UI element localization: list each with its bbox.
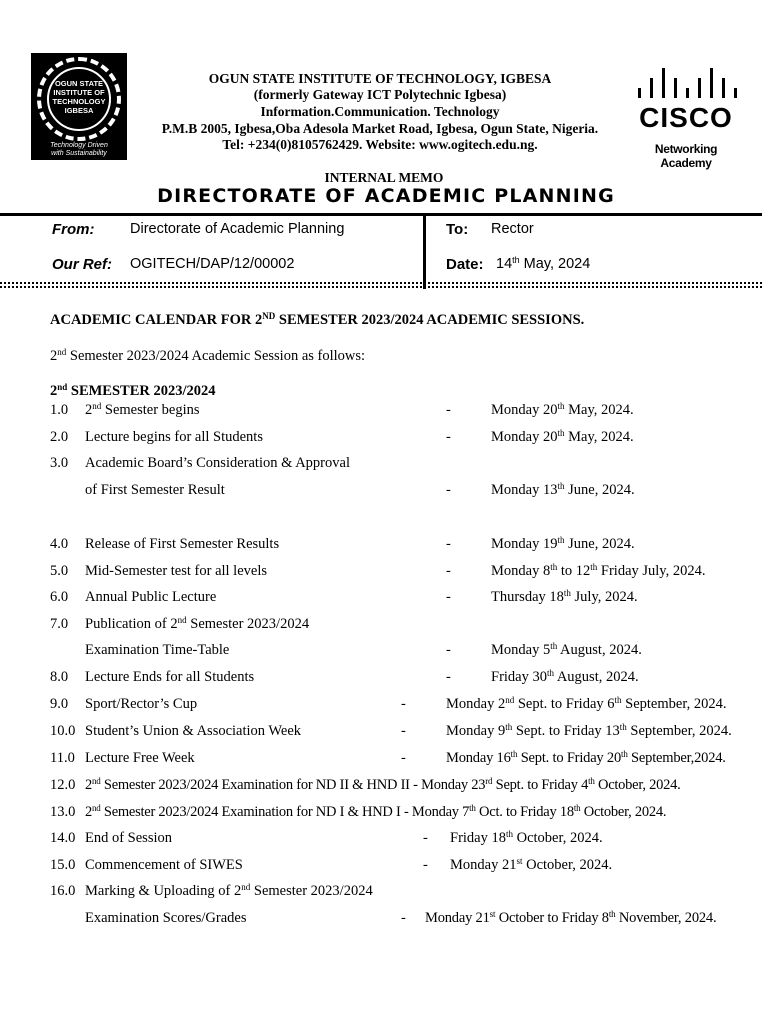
item-14-event: End of Session — [85, 830, 172, 846]
item-16-event: Marking & Uploading of 2nd Semester 2023/2024 — [85, 882, 373, 899]
item-9-dash: - — [401, 696, 406, 712]
item-3-number: 3.0 — [50, 455, 69, 471]
directorate-heading: DIRECTORATE OF ACADEMIC PLANNING — [157, 185, 615, 207]
item-5-dash: - — [446, 563, 451, 579]
item-11-event: Lecture Free Week — [85, 750, 195, 766]
item-1-date: Monday 20th May, 2024. — [491, 401, 634, 418]
item-2-dash: - — [446, 429, 451, 445]
item-9-date: Monday 2nd Sept. to Friday 6th September, 2024. — [446, 695, 727, 712]
item-11-dash: - — [401, 750, 406, 766]
item-5-event: Mid-Semester test for all levels — [85, 563, 268, 579]
from-value: Directorate of Academic Planning — [130, 221, 345, 237]
to-label: To: — [446, 221, 469, 238]
item-8-event: Lecture Ends for all Students — [85, 669, 255, 685]
section-heading: 2nd SEMESTER 2023/2024 — [50, 382, 216, 399]
item-16-dash: - — [401, 910, 406, 926]
top-rule — [0, 213, 762, 216]
logo-line-1: OGUN STATE — [54, 79, 104, 88]
item-14-date: Friday 18th October, 2024. — [450, 829, 603, 846]
institute-contact: Tel: +234(0)8105762429. Website: www.ogitech.edu.ng. — [222, 137, 538, 152]
calendar-intro: 2nd Semester 2023/2024 Academic Session as follows: — [50, 347, 366, 364]
item-7-dash: - — [446, 642, 451, 658]
item-2-date: Monday 20th May, 2024. — [491, 428, 634, 445]
item-2-number: 2.0 — [50, 429, 69, 445]
item-7-number: 7.0 — [50, 616, 69, 632]
item-10-date: Monday 9th Sept. to Friday 13th September, 2024. — [446, 722, 732, 739]
item-4-dash: - — [446, 536, 451, 552]
item-12-event: 2nd Semester 2023/2024 Examination for ND II & HND II - Monday 23rd Sept. to Friday 4th October, 2024. — [85, 776, 681, 793]
item-4-number: 4.0 — [50, 536, 69, 552]
logo-line-3: TECHNOLOGY — [52, 97, 106, 106]
cisco-logo — [630, 58, 742, 170]
ref-label: Our Ref: — [52, 256, 112, 273]
institute-address: P.M.B 2005, Igbesa,Oba Adesola Market Road, Igbesa, Ogun State, Nigeria. — [161, 121, 599, 136]
item-3-event: Academic Board’s Consideration & Approval — [85, 455, 350, 471]
item-12-number: 12.0 — [50, 777, 76, 793]
item-3-dash: - — [446, 482, 451, 498]
item-11-number: 11.0 — [50, 750, 75, 766]
item-8-number: 8.0 — [50, 669, 69, 685]
dotted-rule-2 — [0, 286, 762, 288]
item-13-event: 2nd Semester 2023/2024 Examination for ND I & HND I - Monday 7th Oct. to Friday 18th October, 2024. — [85, 803, 667, 820]
item-6-dash: - — [446, 589, 451, 605]
institute-motto: Information.Communication. Technology — [260, 104, 500, 119]
item-9-event: Sport/Rector’s Cup — [85, 696, 198, 712]
dotted-rule — [0, 282, 762, 284]
item-11-date: Monday 16th Sept. to Friday 20th September,2024. — [446, 749, 726, 766]
item-16-event-cont: Examination Scores/Grades — [85, 910, 247, 926]
item-10-number: 10.0 — [50, 723, 76, 739]
item-7-event-cont: Examination Time-Table — [85, 642, 230, 658]
item-3-event-cont: of First Semester Result — [85, 482, 225, 498]
item-2-event: Lecture begins for all Students — [85, 429, 263, 445]
institute-name: OGUN STATE INSTITUTE OF TECHNOLOGY, IGBESA — [208, 71, 552, 86]
item-8-date: Friday 30th August, 2024. — [491, 668, 639, 685]
item-5-number: 5.0 — [50, 563, 69, 579]
item-4-event: Release of First Semester Results — [85, 536, 280, 552]
item-10-dash: - — [401, 723, 406, 739]
item-13-number: 13.0 — [50, 804, 76, 820]
logo-tagline-1: Technology Driven — [50, 142, 108, 149]
item-5-date: Monday 8th to 12th Friday July, 2024. — [491, 562, 706, 579]
item-9-number: 9.0 — [50, 696, 69, 712]
to-value: Rector — [491, 221, 534, 237]
column-divider — [423, 213, 426, 289]
logo-line-2: INSTITUTE OF — [53, 88, 105, 97]
item-4-date: Monday 19th June, 2024. — [491, 535, 635, 552]
item-1-event: 2nd Semester begins — [85, 401, 200, 418]
item-16-date: Monday 21st October to Friday 8th November, 2024. — [425, 909, 717, 926]
item-15-event: Commencement of SIWES — [85, 857, 243, 873]
cisco-bars-icon — [634, 58, 738, 98]
item-1-number: 1.0 — [50, 402, 69, 418]
from-label: From: — [52, 221, 95, 238]
date-value: 14th May, 2024 — [496, 255, 591, 272]
item-10-event: Student’s Union & Association Week — [85, 723, 302, 739]
item-15-dash: - — [423, 857, 428, 873]
item-6-number: 6.0 — [50, 589, 69, 605]
item-16-number: 16.0 — [50, 883, 76, 899]
item-8-dash: - — [446, 669, 451, 685]
item-6-date: Thursday 18th July, 2024. — [491, 588, 638, 605]
item-15-number: 15.0 — [50, 857, 76, 873]
item-15-date: Monday 21st October, 2024. — [450, 856, 613, 873]
item-7-event: Publication of 2nd Semester 2023/2024 — [85, 615, 310, 632]
memo-type: INTERNAL MEMO — [324, 170, 444, 185]
item-7-date: Monday 5th August, 2024. — [491, 641, 642, 658]
item-6-event: Annual Public Lecture — [85, 589, 217, 605]
logo-tagline-2: with Sustainability — [51, 150, 107, 157]
calendar-title: ACADEMIC CALENDAR FOR 2ND SEMESTER 2023/2024 ACADEMIC SESSIONS. — [50, 311, 585, 328]
item-14-dash: - — [423, 830, 428, 846]
cisco-wordmark: CISCO — [639, 102, 733, 133]
item-3-date: Monday 13th June, 2024. — [491, 481, 635, 498]
institute-former-name: (formerly Gateway ICT Polytechnic Igbesa) — [253, 87, 507, 102]
institute-logo — [31, 53, 127, 160]
ref-value: OGITECH/DAP/12/00002 — [130, 256, 295, 272]
logo-line-4: IGBESA — [64, 106, 94, 115]
item-1-dash: - — [446, 402, 451, 418]
date-label: Date: — [446, 256, 484, 273]
cisco-subtitle: Networking Academy — [654, 142, 718, 170]
item-14-number: 14.0 — [50, 830, 76, 846]
